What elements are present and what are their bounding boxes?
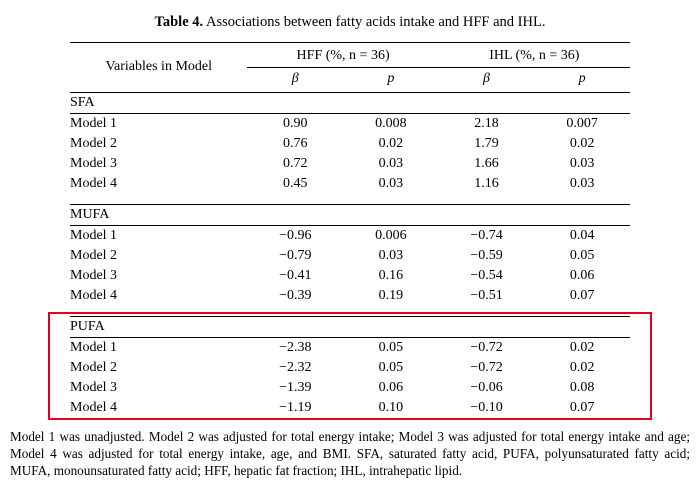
table-row: [70, 378, 630, 398]
cell-ihl-p: 0.06: [569, 267, 595, 283]
row-spacer: [70, 194, 630, 205]
cell-ihl-p: 0.08: [569, 379, 595, 395]
header-group-hff: HFF (%, n = 36): [247, 42, 438, 67]
cell-hff-p: 0.03: [378, 175, 404, 191]
header-group-ihl: IHL (%, n = 36): [439, 42, 630, 67]
cell-ihl-beta: 1.66: [474, 155, 499, 171]
cell-hff-p: 0.006: [343, 225, 439, 246]
cell-ihl-p: 0.02: [569, 359, 595, 375]
cell-ihl-beta: −0.72: [439, 337, 535, 358]
associations-table: [70, 42, 630, 421]
table-row: [70, 286, 630, 306]
cell-ihl-beta: 1.79: [474, 135, 499, 151]
cell-ihl-p: 0.02: [534, 337, 630, 358]
cell-ihl-p: 0.07: [569, 399, 595, 415]
row-spacer: [70, 306, 630, 317]
row-label: Model 4: [70, 175, 118, 191]
section-name-pufa: PUFA: [70, 316, 247, 337]
table-row: [70, 154, 630, 174]
section-name-mufa: MUFA: [70, 204, 247, 225]
cell-ihl-p: 0.07: [569, 287, 595, 303]
table-row: [70, 225, 630, 246]
cell-ihl-beta: −0.72: [470, 359, 503, 375]
table-row: [70, 266, 630, 286]
cell-hff-beta: 0.72: [283, 155, 308, 171]
cell-ihl-beta: −0.59: [470, 247, 503, 263]
cell-hff-beta: 0.76: [283, 135, 308, 151]
cell-hff-p: 0.008: [343, 113, 439, 134]
cell-hff-p: 0.03: [378, 247, 404, 263]
section-mufa: [70, 204, 630, 316]
cell-hff-beta: −2.38: [247, 337, 343, 358]
cell-hff-p: 0.05: [378, 359, 404, 375]
header-ihl-p: p: [578, 70, 586, 86]
row-label: Model 3: [70, 155, 118, 171]
section-sfa: [70, 92, 630, 204]
table-row: [70, 398, 630, 419]
table-caption: [8, 13, 692, 32]
table-row: [70, 358, 630, 378]
cell-ihl-beta: −0.51: [470, 287, 503, 303]
row-label: Model 1: [70, 225, 247, 246]
cell-ihl-beta: 1.16: [474, 175, 499, 191]
table-bottom-rule: [70, 418, 630, 421]
row-label: Model 2: [70, 359, 118, 375]
cell-hff-p: 0.05: [343, 337, 439, 358]
section-label-row: [70, 204, 630, 225]
cell-ihl-p: 0.04: [534, 225, 630, 246]
cell-ihl-p: 0.02: [569, 135, 595, 151]
header-hff-p: p: [387, 70, 395, 86]
cell-hff-beta: −0.41: [279, 267, 312, 283]
cell-hff-beta: −0.79: [279, 247, 312, 263]
caption-text: Associations between fatty acids intake and HFF and IHL.: [203, 14, 546, 30]
section-pufa: [70, 316, 630, 418]
row-label: Model 3: [70, 267, 118, 283]
section-label-row: [70, 316, 630, 337]
table-header-row-top: [70, 42, 630, 67]
cell-hff-p: 0.16: [378, 267, 404, 283]
row-label: Model 4: [70, 399, 118, 415]
cell-ihl-beta: −0.10: [470, 399, 503, 415]
row-label: Model 4: [70, 287, 118, 303]
header-variables: Variables in Model: [70, 42, 247, 92]
cell-hff-p: 0.06: [378, 379, 404, 395]
table-row: [70, 174, 630, 194]
cell-hff-beta: −0.39: [279, 287, 312, 303]
cell-hff-beta: −1.19: [279, 399, 312, 415]
row-label: Model 2: [70, 247, 118, 263]
cell-ihl-p: 0.03: [569, 175, 595, 191]
cell-hff-p: 0.03: [378, 155, 404, 171]
cell-hff-p: 0.02: [378, 135, 404, 151]
table-row: [70, 246, 630, 266]
row-label: Model 2: [70, 135, 118, 151]
section-label-row: [70, 92, 630, 113]
table-footnote: Model 1 was unadjusted. Model 2 was adjusted for total energy intake; Model 3 was adjusted for total energy intake and age; Model 4 was adjusted for total energy intake, age, and BMI. SFA, saturated fatty acid, PUFA, polyunsaturated fatty acid; MUFA, monounsaturated fatty acid; HFF, hepatic fat fraction; IHL, intrahepatic lipid.: [10, 428, 690, 478]
table-footer-group: [70, 418, 630, 421]
table-row: [70, 337, 630, 358]
table-container: [70, 42, 630, 421]
cell-ihl-beta: 2.18: [439, 113, 535, 134]
table-row: [70, 113, 630, 134]
table-header-group: [70, 42, 630, 92]
cell-hff-beta: 0.90: [247, 113, 343, 134]
cell-ihl-p: 0.03: [569, 155, 595, 171]
cell-ihl-p: 0.007: [534, 113, 630, 134]
caption-label: Table 4.: [154, 14, 204, 30]
cell-ihl-p: 0.05: [569, 247, 595, 263]
section-name-sfa: SFA: [70, 92, 247, 113]
cell-hff-beta: −0.96: [247, 225, 343, 246]
cell-hff-p: 0.10: [378, 399, 404, 415]
cell-ihl-beta: −0.54: [470, 267, 503, 283]
row-label: Model 1: [70, 337, 247, 358]
cell-hff-beta: −1.39: [279, 379, 312, 395]
cell-hff-beta: −2.32: [279, 359, 312, 375]
cell-hff-p: 0.19: [378, 287, 404, 303]
row-label: Model 1: [70, 113, 247, 134]
cell-ihl-beta: −0.74: [439, 225, 535, 246]
cell-hff-beta: 0.45: [283, 175, 308, 191]
header-ihl-beta: β: [483, 70, 490, 86]
row-label: Model 3: [70, 379, 118, 395]
table-row: [70, 134, 630, 154]
cell-ihl-beta: −0.06: [470, 379, 503, 395]
header-hff-beta: β: [291, 70, 299, 86]
